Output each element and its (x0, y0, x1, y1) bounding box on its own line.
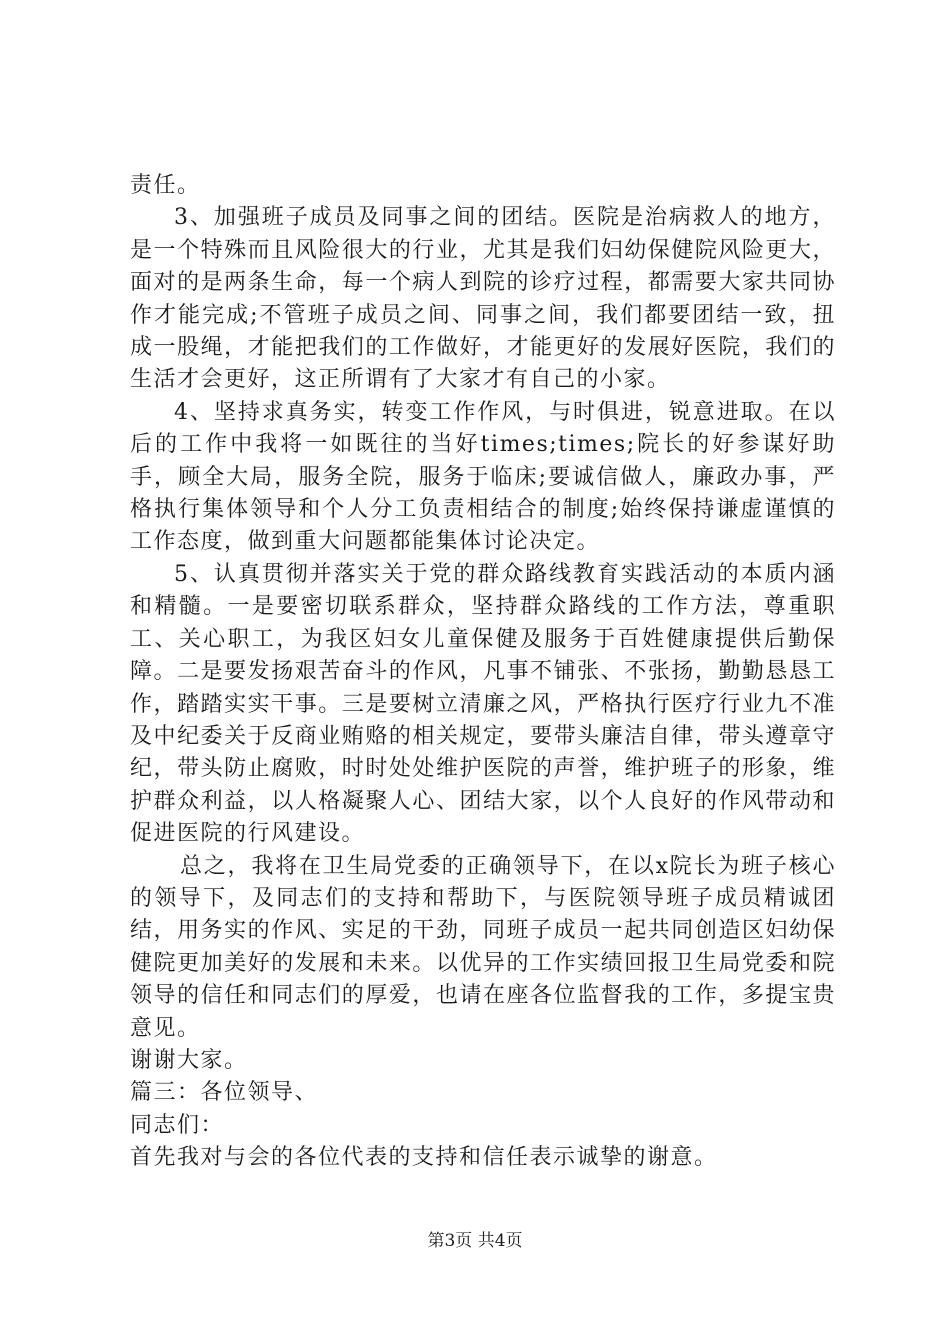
paragraph-item-3: 3、加强班子成员及同事之间的团结。医院是治病救人的地方，是一个特殊而且风险很大的行业，尤其是我们妇幼保健院风险更大，面对的是两条生命，每一个病人到院的诊疗过程，都需要大家共同协作才能完成;不管班子成员之间、同事之间，我们都要团结一致，扭成一股绳，才能把我们的工作做好，才能更好的发展好医院，我们的生活才会更好，这正所谓有了大家才有自己的小家。 (130, 205, 836, 393)
document-body (130, 170, 836, 1175)
section-heading: 篇三：各位领导、 (130, 1080, 319, 1106)
page-footer: 第3页 共4页 (427, 1231, 523, 1251)
paragraph-item-5: 5、认真贯彻并落实关于党的群众路线教育实践活动的本质内涵和精髓。一是要密切联系群众，坚持群众路线的工作方法，尊重职工、关心职工，为我区妇女儿童保健及服务于百姓健康提供后勤保障。二是要发扬艰苦奋斗的作风，凡事不铺张、不张扬，勤勤恳恳工作，踏踏实实干事。三是要树立清廉之风，严格执行医疗行业九不准及中纪委关于反商业贿赂的相关规定，要带头廉洁自律，带头遵章守纪，带头防止腐败，时时处处维护医院的声誉，维护班子的形象，维护群众利益，以人格凝聚人心、团结大家，以个人良好的作风带动和促进医院的行风建设。 (130, 561, 836, 847)
paragraph-item-4: 4、坚持求真务实，转变工作作风，与时俱进，锐意进取。在以后的工作中我将一如既往的当好times;times;院长的好参谋好助手，顾全大局，服务全院，服务于临床;要诚信做人，廉政办事，严格执行集体领导和个人分工负责相结合的制度;始终保持谦虚谨慎的工作态度，做到重大问题都能集体讨论决定。 (130, 399, 836, 555)
paragraph-thanks: 谢谢大家。 (130, 1047, 248, 1073)
salutation: 同志们： (130, 1112, 225, 1138)
paragraph-opening: 首先我对与会的各位代表的支持和信任表示诚挚的谢意。 (130, 1145, 718, 1171)
paragraph-summary: 总之，我将在卫生局党委的正确领导下，在以x院长为班子核心的领导下，及同志们的支持和帮助下，与医院领导班子成员精诚团结，用务实的作风、实足的干劲，同班子成员一起共同创造区妇幼保健院更加美好的发展和未来。以优异的工作实绩回报卫生局党委和院领导的信任和同志们的厚爱，也请在座各位监督我的工作，多提宝贵意见。 (130, 853, 836, 1041)
paragraph-continuation: 责任。 (130, 173, 201, 198)
